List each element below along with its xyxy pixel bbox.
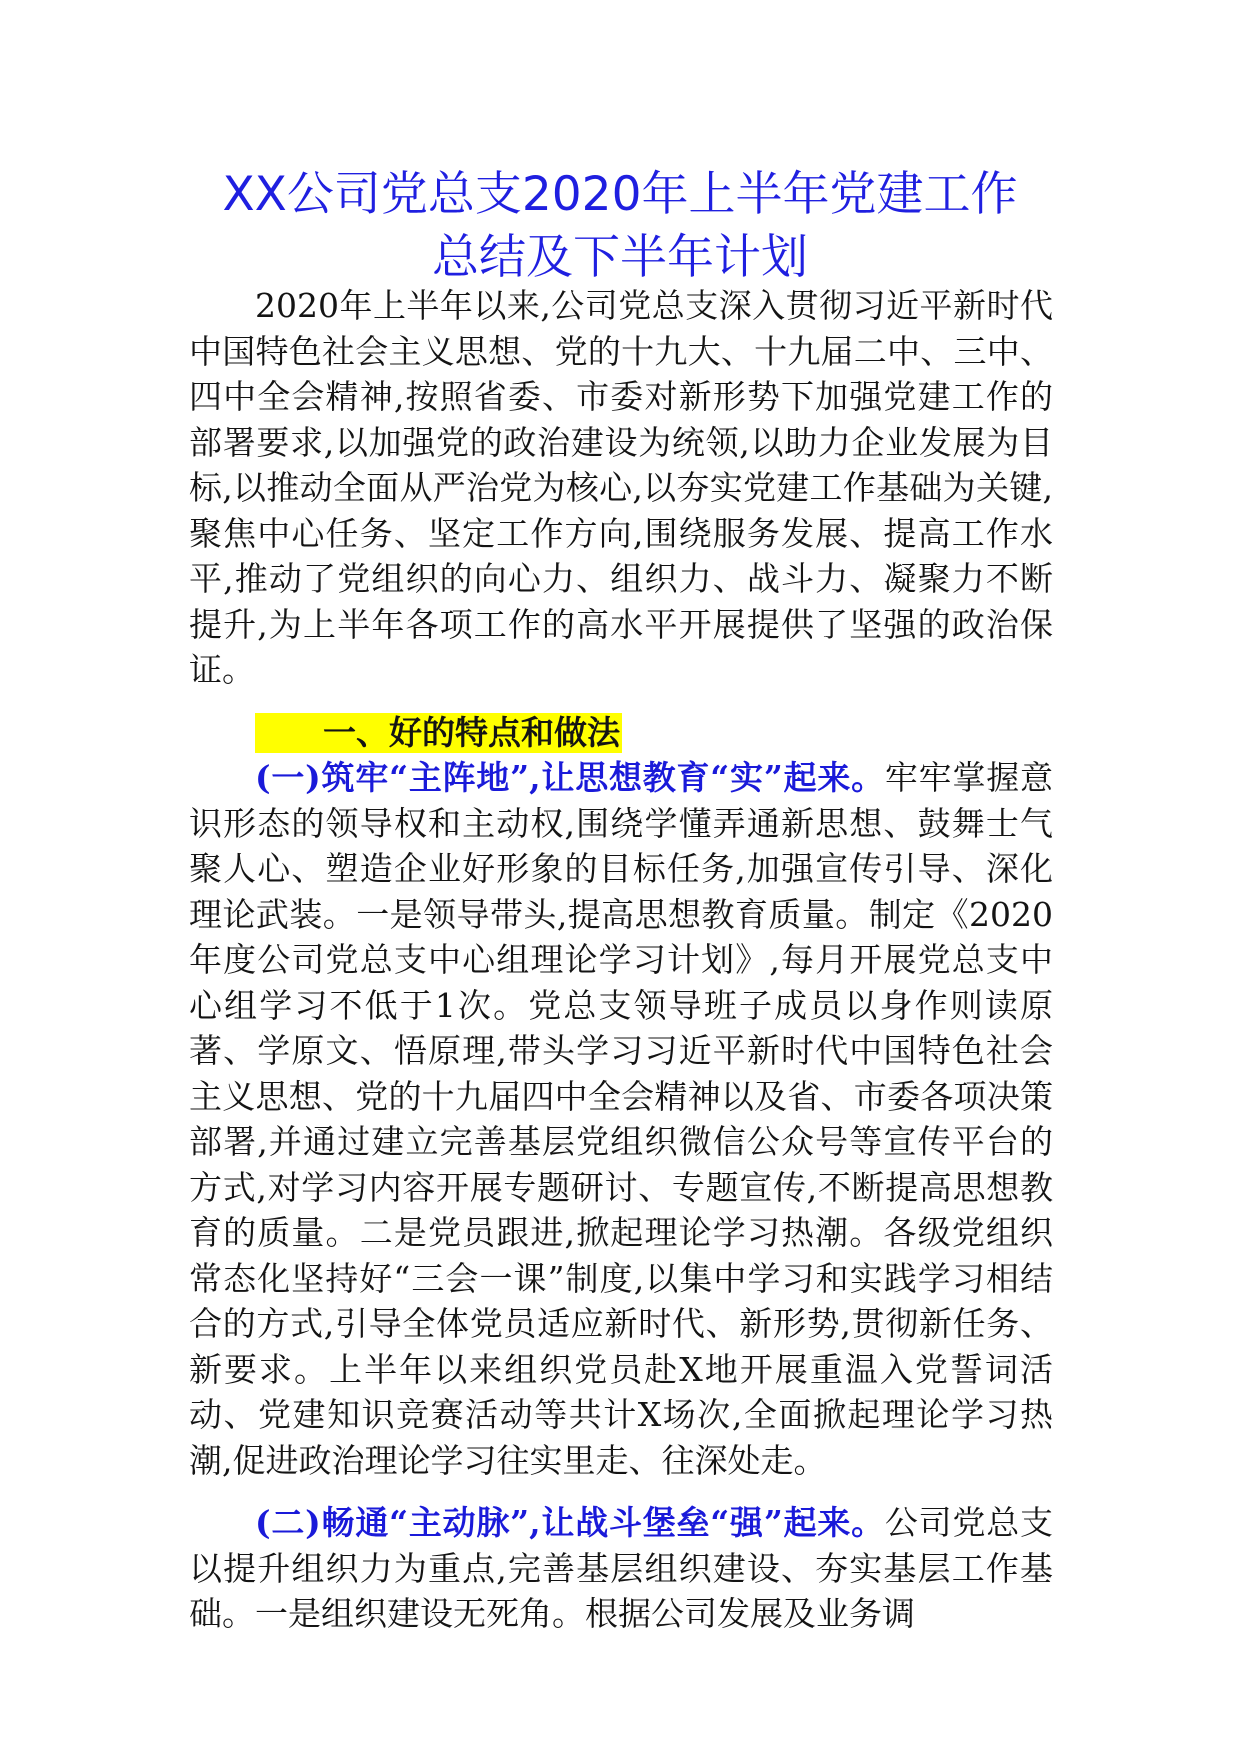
- section-1-heading-row: [189, 710, 1053, 756]
- subsection-2-paragraph: [189, 1500, 1053, 1637]
- document-title-line-2: 总结及下半年计划: [432, 230, 808, 285]
- subsection-2-body: 公司党总支以提升组织力为重点,完善基层组织建设、夯实基层工作基础。一是组织建设无死角。根据公司发展及业务调: [189, 1503, 1054, 1633]
- document-title-line-1: XX公司党总支2020年上半年党建工作: [222, 167, 1018, 222]
- intro-paragraph: 2020年上半年以来,公司党总支深入贯彻习近平新时代中国特色社会主义思想、党的十九大、十九届二中、三中、四中全会精神,按照省委、市委对新形势下加强党建工作的部署要求,以加强党的政治建设为统领,以助力企业发展为目标,以推动全面从严治党为核心,以夯实党建工作基础为关键,聚焦中心任务、坚定工作方向,围绕服务发展、提高工作水平,推动了党组织的向心力、组织力、战斗力、凝聚力不断提升,为上半年各项工作的高水平开展提供了坚强的政治保证。: [189, 286, 1053, 689]
- section-1-heading: 一、好的特点和做法: [255, 713, 622, 753]
- subsection-2-heading: (二)畅通“主动脉”,让战斗堡垒“强”起来。: [255, 1503, 885, 1542]
- document-body: [189, 283, 1053, 1637]
- subsection-1-heading: (一)筑牢“主阵地”,让思想教育“实”起来。: [255, 758, 885, 797]
- subsection-1-paragraph: [189, 755, 1053, 1483]
- subsection-1-body: 牢牢掌握意识形态的领导权和主动权,围绕学懂弄通新思想、鼓舞士气聚人心、塑造企业好形象的目标任务,加强宣传引导、深化理论武装。一是领导带头,提高思想教育质量。制定《2020年度公司党总支中心组理论学习计划》,每月开展党总支中心组学习不低于1次。党总支领导班子成员以身作则读原著、学原文、悟原理,带头学习习近平新时代中国特色社会主义思想、党的十九届四中全会精神以及省、市委各项决策部署,并通过建立完善基层党组织微信公众号等宣传平台的方式,对学习内容开展专题研讨、专题宣传,不断提高思想教育的质量。二是党员跟进,掀起理论学习热潮。各级党组织常态化坚持好“三会一课”制度,以集中学习和实践学习相结合的方式,引导全体党员适应新时代、新形势,贯彻新任务、新要求。上半年以来组织党员赴X地开展重温入党誓词活动、党建知识竞赛活动等共计X场次,全面掀起理论学习热潮,促进政治理论学习往实里走、往深处走。: [189, 758, 1054, 1480]
